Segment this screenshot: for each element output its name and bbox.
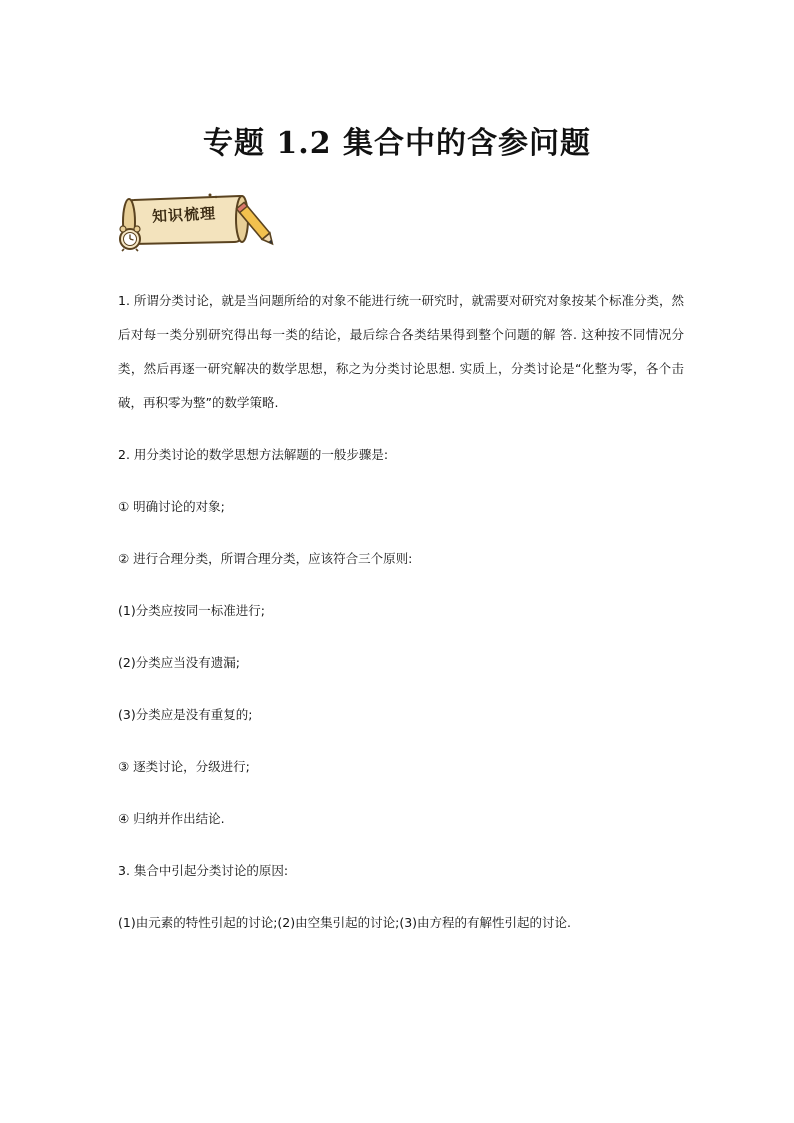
rule-3: (3)分类应是没有重复的; xyxy=(118,707,253,722)
paragraph-2: 2. 用分类讨论的数学思想方法解题的一般步骤是: xyxy=(118,447,389,462)
step-2: ② 进行合理分类，所谓合理分类，应该符合三个原则: xyxy=(118,551,413,566)
paragraph-3: 3. 集合中引起分类讨论的原因: xyxy=(118,863,289,878)
paragraph-1: 1. 所谓分类讨论，就是当问题所给的对象不能进行统一研究时，就需要对研究对象按某个标准分类，然后对每一类分别研究得出每一类的结论，最后综合各类结果得到整个问题的解 答. 这种按不同情况分类，然后再逐一研究解决的数学思想，称之为分类讨论思想. 实质上，分类讨论是“化整为零，各个击破，再积零为整”的数学策略. xyxy=(118,293,684,410)
step-4: ④ 归纳并作出结论. xyxy=(118,811,225,826)
content-body xyxy=(118,284,684,958)
paragraph-4: (1)由元素的特性引起的讨论;(2)由空集引起的讨论;(3)由方程的有解性引起的讨论. xyxy=(118,915,572,930)
rule-1: (1)分类应按同一标准进行; xyxy=(118,603,265,618)
page-title: 专题 1.2 集合中的含参问题 xyxy=(202,126,592,161)
step-1: ① 明确讨论的对象; xyxy=(118,499,225,514)
knowledge-badge xyxy=(118,192,276,252)
step-3: ③ 逐类讨论，分级进行; xyxy=(118,759,250,774)
badge-label: 知识梳理 xyxy=(151,204,217,226)
rule-2: (2)分类应当没有遗漏; xyxy=(118,655,240,670)
